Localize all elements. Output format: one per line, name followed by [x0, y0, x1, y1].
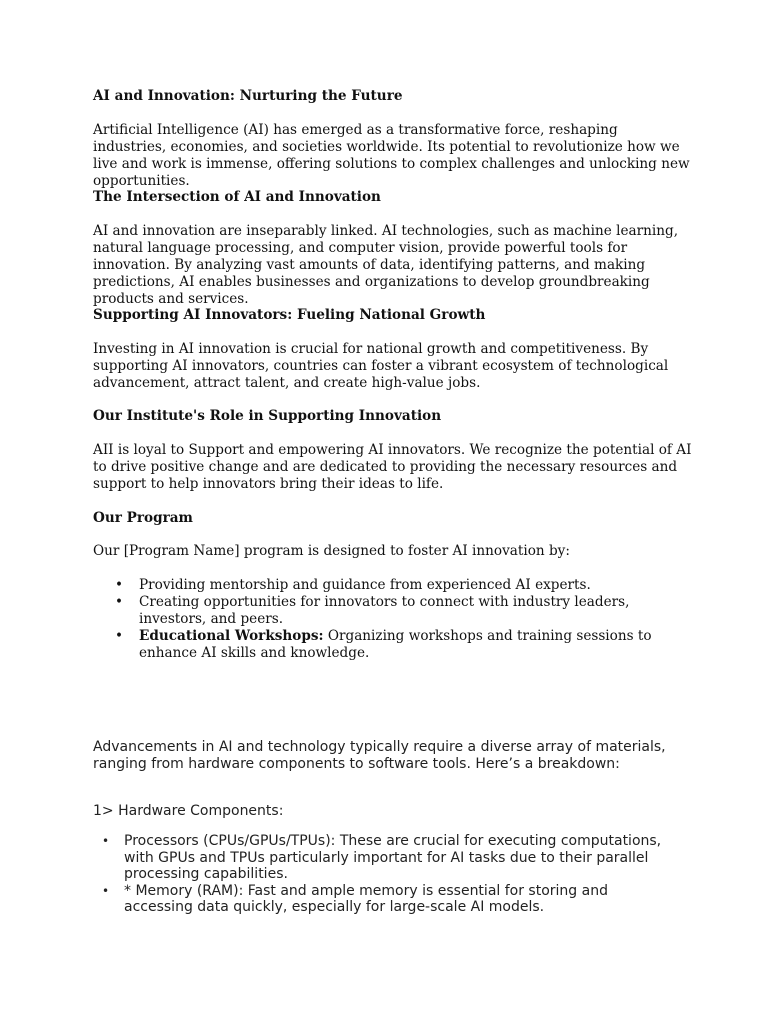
title-heading: AI and Innovation: Nurturing the Future	[93, 88, 403, 104]
program-list	[93, 577, 693, 662]
list-item: • Providing mentorship and guidance from experienced AI experts.	[139, 577, 693, 594]
advancements-paragraph	[93, 739, 673, 772]
section-body-intersection	[93, 223, 693, 308]
section-heading-supporting	[93, 307, 693, 324]
hardware-heading-text: 1> Hardware Components:	[93, 803, 284, 819]
section-heading-text: The Intersection of AI and Innovation	[93, 189, 381, 205]
section-heading-text: Our Institute's Role in Supporting Innovation	[93, 408, 442, 424]
list-item	[139, 628, 693, 662]
list-item-label: Educational Workshops:	[139, 628, 324, 644]
list-item: • Processors (CPUs/GPUs/TPUs): These are crucial for executing computations, with GPUs and TPUs particularly important for AI tasks due to their parallel processing capabilities.	[124, 833, 673, 883]
section-heading-text: Supporting AI Innovators: Fueling National Growth	[93, 307, 486, 323]
section-heading-text: Our Program	[93, 510, 193, 526]
section-body-text: AII is loyal to Support and empowering AI innovators. We recognize the potential of AI to drive positive change and are dedicated to providing the necessary resources and support to help innovators bring their ideas to life.	[93, 442, 692, 492]
hardware-heading	[93, 803, 673, 820]
section-body-text: AI and innovation are inseparably linked. AI technologies, such as machine learning, natural language processing, and computer vision, provide powerful tools for innovation. By analyzing vast amounts of data, identifying patterns, and making predictions, AI enables businesses and organizations to develop groundbreaking products and services.	[93, 223, 679, 307]
section-body-institute	[93, 442, 693, 493]
section-heading-intersection	[93, 189, 693, 206]
document-title	[93, 88, 693, 105]
list-item: • Creating opportunities for innovators to connect with industry leaders, investors, and peers.	[139, 594, 693, 628]
list-item-text: Organizing workshops and training sessions to enhance AI skills and knowledge.	[139, 628, 652, 661]
section-body-program	[93, 543, 693, 560]
advancements-text: Advancements in AI and technology typically require a diverse array of materials, ranging from hardware components to software tools. Here’s a breakdown:	[93, 739, 666, 772]
section-heading-institute	[93, 408, 693, 425]
hardware-list	[93, 833, 673, 916]
list-item: • * Memory (RAM): Fast and ample memory is essential for storing and accessing data quickly, especially for large-scale AI models.	[124, 883, 673, 916]
section-body-text: Our [Program Name] program is designed to foster AI innovation by:	[93, 543, 570, 559]
intro-paragraph	[93, 122, 693, 190]
section-body-supporting	[93, 341, 693, 392]
intro-text: Artificial Intelligence (AI) has emerged as a transformative force, reshaping industries, economies, and societies worldwide. Its potential to revolutionize how we live and work is immense, offering solutions to complex challenges and unlocking new opportunities.	[93, 122, 690, 189]
section-body-text: Investing in AI innovation is crucial for national growth and competitiveness. By supporting AI innovators, countries can foster a vibrant ecosystem of technological advancement, attract talent, and create high-value jobs.	[93, 341, 669, 391]
section-heading-program	[93, 510, 693, 527]
